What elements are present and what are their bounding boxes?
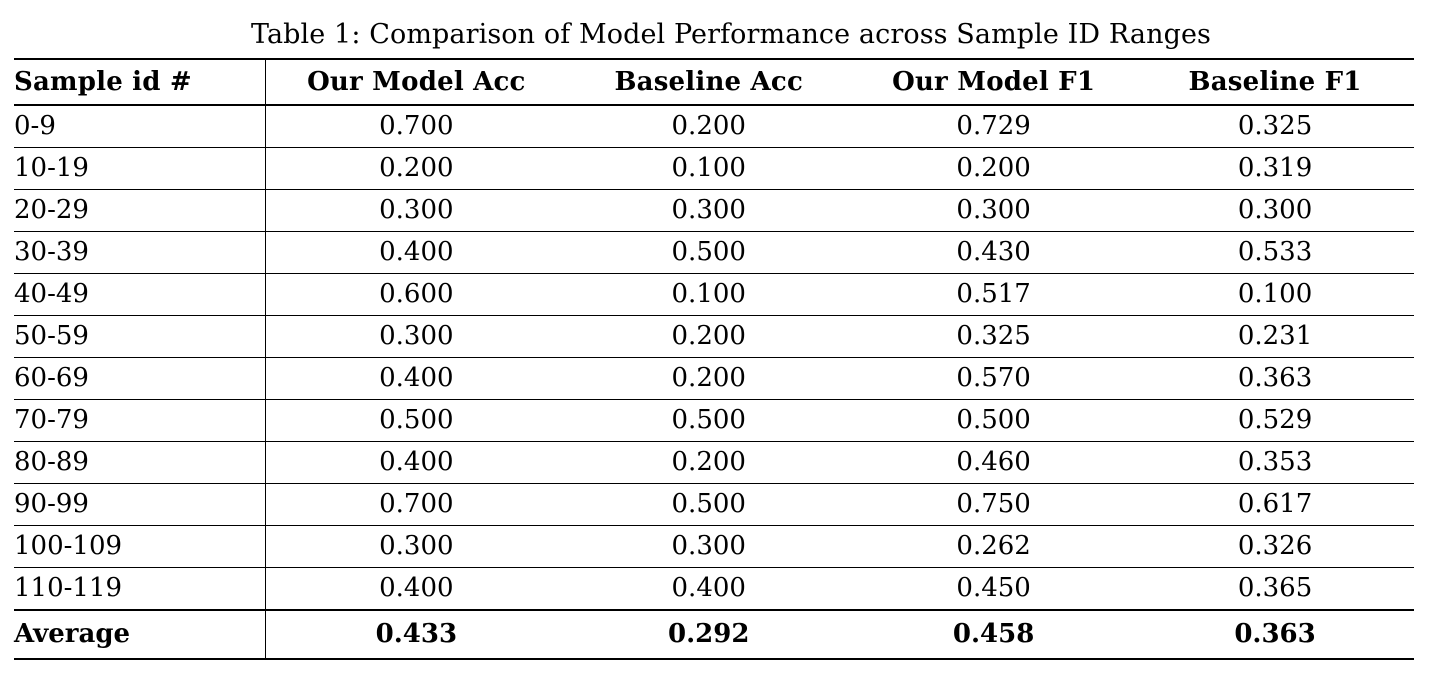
cell-our-model-f1: 0.750 [851,484,1136,526]
column-header-our-model-acc: Our Model Acc [266,59,566,105]
summary-baseline-acc: 0.292 [566,610,851,659]
performance-table [14,58,1414,660]
summary-baseline-f1: 0.363 [1136,610,1414,659]
cell-our-model-acc: 0.400 [266,568,566,611]
column-header-our-model-f1: Our Model F1 [851,59,1136,105]
table-row [14,400,1414,442]
cell-our-model-acc: 0.300 [266,526,566,568]
cell-our-model-acc: 0.400 [266,358,566,400]
cell-our-model-f1: 0.430 [851,232,1136,274]
table-row [14,358,1414,400]
cell-baseline-f1: 0.326 [1136,526,1414,568]
cell-our-model-f1: 0.460 [851,442,1136,484]
table-row [14,568,1414,611]
row-label: 50-59 [14,316,266,358]
cell-baseline-f1: 0.363 [1136,358,1414,400]
cell-baseline-acc: 0.300 [566,190,851,232]
cell-our-model-acc: 0.500 [266,400,566,442]
table-row [14,526,1414,568]
table-row [14,148,1414,190]
cell-our-model-acc: 0.400 [266,232,566,274]
cell-baseline-f1: 0.325 [1136,105,1414,148]
table-row [14,316,1414,358]
table-row [14,105,1414,148]
table-summary-row [14,610,1414,659]
row-label: 30-39 [14,232,266,274]
cell-our-model-acc: 0.200 [266,148,566,190]
cell-baseline-acc: 0.500 [566,400,851,442]
row-label: 70-79 [14,400,266,442]
cell-baseline-f1: 0.100 [1136,274,1414,316]
summary-label: Average [14,610,266,659]
cell-our-model-f1: 0.325 [851,316,1136,358]
summary-our-model-f1: 0.458 [851,610,1136,659]
cell-our-model-f1: 0.450 [851,568,1136,611]
cell-baseline-acc: 0.200 [566,358,851,400]
column-header-baseline-f1: Baseline F1 [1136,59,1414,105]
row-label: 40-49 [14,274,266,316]
row-label: 100-109 [14,526,266,568]
cell-baseline-acc: 0.100 [566,274,851,316]
cell-our-model-acc: 0.700 [266,484,566,526]
cell-our-model-f1: 0.729 [851,105,1136,148]
cell-our-model-acc: 0.300 [266,190,566,232]
table-row [14,442,1414,484]
row-label: 0-9 [14,105,266,148]
table-row [14,190,1414,232]
cell-baseline-acc: 0.400 [566,568,851,611]
row-label: 90-99 [14,484,266,526]
cell-baseline-f1: 0.353 [1136,442,1414,484]
cell-baseline-acc: 0.100 [566,148,851,190]
cell-our-model-acc: 0.700 [266,105,566,148]
row-label: 60-69 [14,358,266,400]
cell-baseline-f1: 0.529 [1136,400,1414,442]
cell-our-model-f1: 0.500 [851,400,1136,442]
cell-our-model-acc: 0.300 [266,316,566,358]
cell-baseline-acc: 0.200 [566,105,851,148]
cell-our-model-acc: 0.400 [266,442,566,484]
cell-baseline-acc: 0.200 [566,316,851,358]
cell-our-model-f1: 0.200 [851,148,1136,190]
table-header-row [14,59,1414,105]
column-header-sample-id: Sample id # [14,59,266,105]
cell-baseline-f1: 0.300 [1136,190,1414,232]
table-row [14,484,1414,526]
cell-baseline-acc: 0.500 [566,484,851,526]
table-caption: Table 1: Comparison of Model Performance across Sample ID Ranges [250,19,1212,50]
row-label: 80-89 [14,442,266,484]
table-row [14,232,1414,274]
cell-baseline-acc: 0.200 [566,442,851,484]
cell-baseline-f1: 0.231 [1136,316,1414,358]
column-header-baseline-acc: Baseline Acc [566,59,851,105]
cell-our-model-f1: 0.262 [851,526,1136,568]
row-label: 10-19 [14,148,266,190]
cell-our-model-acc: 0.600 [266,274,566,316]
cell-baseline-f1: 0.617 [1136,484,1414,526]
cell-our-model-f1: 0.570 [851,358,1136,400]
row-label: 110-119 [14,568,266,611]
row-label: 20-29 [14,190,266,232]
cell-baseline-f1: 0.319 [1136,148,1414,190]
cell-baseline-f1: 0.533 [1136,232,1414,274]
cell-baseline-acc: 0.500 [566,232,851,274]
table-row [14,274,1414,316]
cell-baseline-f1: 0.365 [1136,568,1414,611]
cell-baseline-acc: 0.300 [566,526,851,568]
summary-our-model-acc: 0.433 [266,610,566,659]
cell-our-model-f1: 0.517 [851,274,1136,316]
cell-our-model-f1: 0.300 [851,190,1136,232]
